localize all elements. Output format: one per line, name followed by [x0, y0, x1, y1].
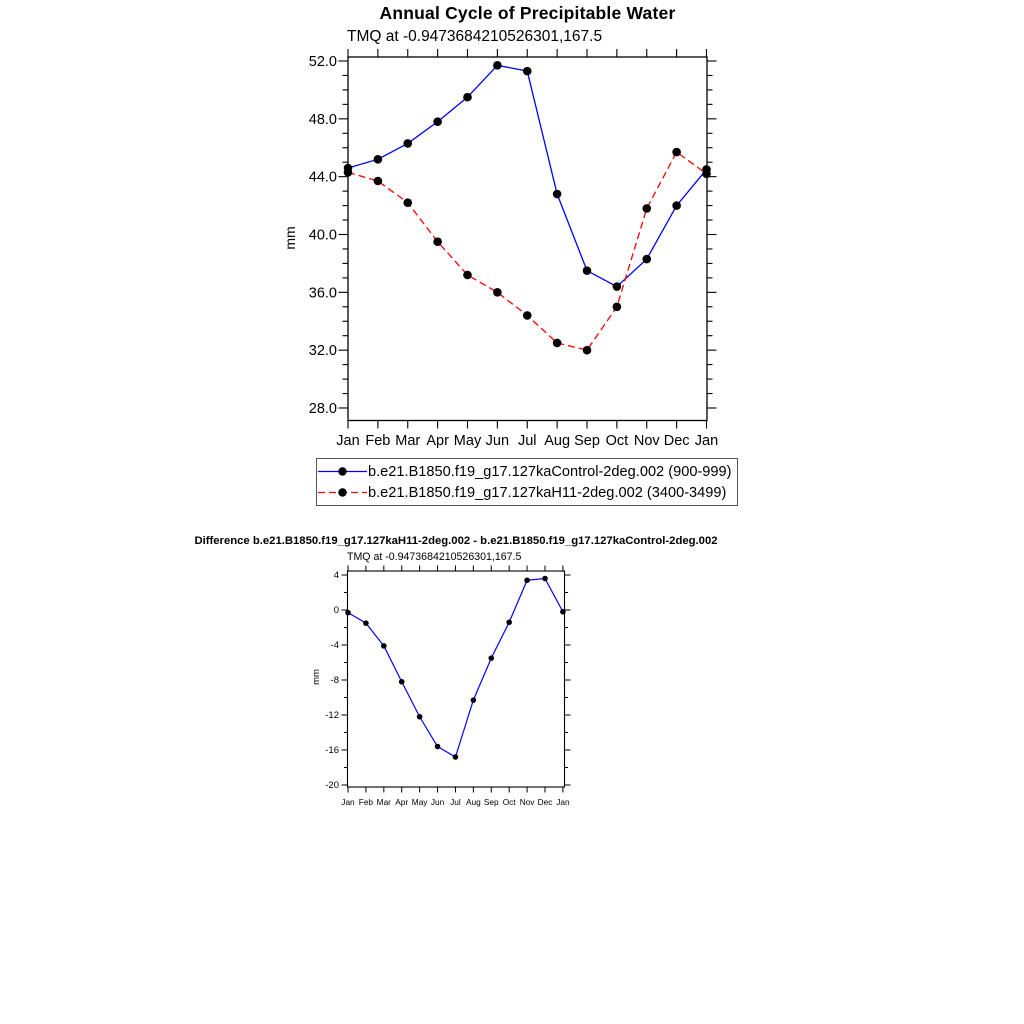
- x-tick-label: Feb: [365, 433, 391, 449]
- x-tick-label: Jun: [430, 797, 445, 807]
- y-tick-label: 40.0: [308, 227, 337, 244]
- x-tick-label: Dec: [537, 797, 553, 807]
- x-tick-label: Jan: [556, 797, 570, 807]
- data-point-marker: [417, 714, 423, 720]
- x-tick-label: Sep: [574, 433, 600, 449]
- x-tick-label: Nov: [519, 797, 535, 807]
- x-tick-label: Jan: [694, 433, 719, 449]
- y-tick-label: -20: [325, 780, 339, 792]
- y-tick-label: -16: [325, 745, 339, 757]
- legend-row-control: [317, 461, 737, 482]
- x-tick-label: Jan: [336, 433, 360, 449]
- x-tick-label: Oct: [502, 797, 516, 807]
- x-tick-label: Mar: [376, 797, 391, 807]
- x-tick-label: May: [411, 797, 428, 807]
- x-tick-label: Jun: [485, 433, 510, 449]
- data-point-marker: [435, 744, 441, 750]
- bottom-chart-title: Difference b.e21.B1850.f19_g17.127kaH11-2deg.002 - b.e21.B1850.f19_g17.127kaControl-2deg.002: [194, 535, 718, 547]
- difference-line: [348, 579, 563, 758]
- data-point-marker: [524, 577, 530, 583]
- data-point-marker: [560, 609, 566, 615]
- data-point-marker: [345, 610, 351, 616]
- bottom-chart-y-axis-label: mm: [310, 669, 322, 685]
- legend-dashed-line-icon: [317, 487, 368, 498]
- x-tick-label: Apr: [395, 797, 409, 807]
- y-tick-label: -8: [330, 675, 339, 687]
- data-point-marker: [453, 754, 459, 760]
- x-tick-label: Aug: [465, 797, 481, 807]
- top-chart-y-axis-label: mm: [282, 226, 298, 250]
- legend-solid-line-icon: [317, 466, 368, 477]
- x-tick-label: Jan: [341, 797, 355, 807]
- top-chart-title: Annual Cycle of Precipitable Water: [379, 3, 676, 23]
- data-point-marker: [471, 697, 477, 703]
- legend-row-h11: [317, 482, 737, 503]
- x-tick-label: Mar: [395, 433, 421, 449]
- x-tick-label: Jul: [450, 797, 461, 807]
- data-point-marker: [363, 620, 369, 626]
- y-tick-label: 0: [333, 605, 339, 617]
- data-point-marker: [488, 655, 494, 661]
- y-tick-label: 36.0: [308, 285, 337, 302]
- y-tick-label: 28.0: [308, 400, 337, 417]
- x-tick-label: Jul: [517, 433, 537, 449]
- y-tick-label: -4: [330, 640, 339, 652]
- y-tick-label: 52.0: [308, 54, 337, 70]
- top-chart-legend: [316, 458, 738, 506]
- x-tick-label: Apr: [426, 433, 449, 449]
- legend-label-control: b.e21.B1850.f19_g17.127kaControl-2deg.002 (900-999): [368, 463, 732, 480]
- x-tick-label: Nov: [633, 433, 660, 449]
- y-tick-label: 44.0: [308, 169, 337, 186]
- data-point-marker: [506, 619, 512, 625]
- x-tick-label: Dec: [663, 433, 690, 449]
- y-tick-label: -12: [325, 710, 339, 722]
- x-tick-label: Aug: [544, 433, 571, 449]
- legend-label-h11: b.e21.B1850.f19_g17.127kaH11-2deg.002 (3400-3499): [368, 484, 727, 501]
- y-tick-label: 48.0: [308, 111, 337, 128]
- x-tick-label: Oct: [605, 433, 629, 449]
- top-chart-subtitle: TMQ at -0.9473684210526301,167.5: [347, 28, 603, 45]
- data-point-marker: [381, 643, 387, 649]
- bottom-chart-subtitle: TMQ at -0.9473684210526301,167.5: [347, 551, 522, 563]
- data-point-marker: [399, 679, 405, 685]
- y-tick-label: 32.0: [308, 343, 337, 360]
- data-point-marker: [542, 576, 548, 582]
- x-tick-label: Sep: [483, 797, 499, 807]
- x-tick-label: Feb: [358, 797, 374, 807]
- x-tick-label: May: [453, 433, 482, 449]
- y-tick-label: 4: [333, 570, 339, 582]
